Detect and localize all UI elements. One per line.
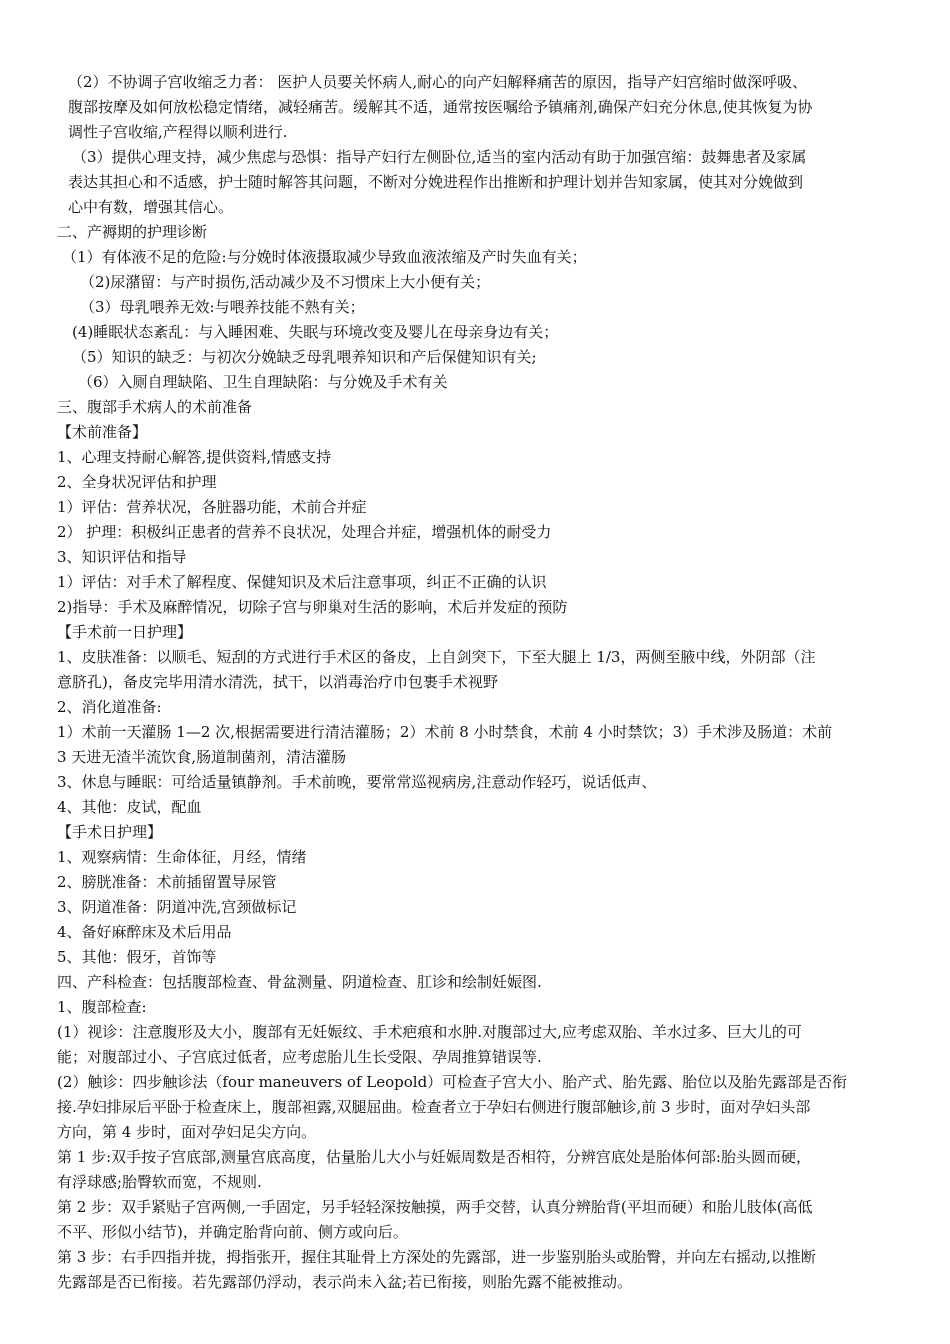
text-line: 4、其他：皮试，配血 bbox=[57, 798, 202, 816]
text-line: 腹部按摩及如何放松稳定情绪，减轻痛苦。缓解其不适，通常按医嘱给予镇痛剂,确保产妇充分休息,使其恢复为协 bbox=[68, 98, 813, 116]
text-line: 第 2 步：双手紧贴子宫两侧,一手固定，另手轻轻深按触摸，两手交替，认真分辨胎背(平坦而硬）和胎儿肢体(高低 bbox=[57, 1198, 813, 1216]
text-line: 能；对腹部过小、子宫底过低者，应考虑胎儿生长受限、孕周推算错误等. bbox=[57, 1048, 542, 1066]
text-line: （5）知识的缺乏：与初次分娩缺乏母乳喂养知识和产后保健知识有关; bbox=[72, 348, 537, 366]
text-line: 调性子宫收缩,产程得以顺利进行. bbox=[68, 123, 288, 141]
text-line: 2、全身状况评估和护理 bbox=[57, 473, 217, 491]
text-line: 不平、形似小结节)，并确定胎背向前、侧方或向后。 bbox=[57, 1223, 408, 1241]
text-line: 1）评估：营养状况，各脏器功能，术前合并症 bbox=[57, 498, 367, 516]
text-line: 2、膀胱准备：术前插留置导尿管 bbox=[57, 873, 277, 891]
text-line: 4、备好麻醉床及术后用品 bbox=[57, 923, 232, 941]
text-line: （2）不协调子宫收缩乏力者： 医护人员要关怀病人,耐心的向产妇解释痛苦的原因，指导产妇宫缩时做深呼吸、 bbox=[68, 73, 808, 91]
text-line: 【手术日护理】 bbox=[57, 823, 163, 841]
text-line: 2） 护理：积极纠正患者的营养不良状况，处理合并症，增强机体的耐受力 bbox=[57, 523, 552, 541]
text-line: 先露部是否已衔接。若先露部仍浮动，表示尚未入盆;若已衔接，则胎先露不能被推动。 bbox=[57, 1273, 633, 1291]
text-line: 第 3 步：右手四指并拢，拇指张开，握住其耻骨上方深处的先露部，进一步鉴别胎头或胎臀，并向左右摇动,以推断 bbox=[57, 1248, 816, 1266]
text-line: （2)尿潴留：与产时损伤,活动减少及不习惯床上大小便有关； bbox=[80, 273, 491, 291]
text-line: 3、休息与睡眠：可给适量镇静剂。手术前晚，要常常巡视病房,注意动作轻巧，说话低声、 bbox=[57, 773, 657, 791]
text-line: (1）视诊：注意腹形及大小，腹部有无妊娠纹、手术疤痕和水肿.对腹部过大,应考虑双胎、羊水过多、巨大儿的可 bbox=[57, 1023, 802, 1041]
text-line: 接.孕妇排尿后平卧于检查床上，腹部袒露,双腿屈曲。检查者立于孕妇右侧进行腹部触诊,前 3 步时，面对孕妇头部 bbox=[57, 1098, 811, 1116]
text-line: 3、阴道准备：阴道冲洗,宫颈做标记 bbox=[57, 898, 297, 916]
text-line: (4)睡眠状态紊乱：与入睡困难、失眠与环境改变及婴儿在母亲身边有关； bbox=[72, 323, 559, 341]
text-line: 1、皮肤准备：以顺毛、短刮的方式进行手术区的备皮，上自剑突下，下至大腿上 1/3，两侧至腋中线，外阴部（注 bbox=[57, 648, 816, 666]
text-line: 1）评估：对手术了解程度、保健知识及术后注意事项，纠正不正确的认识 bbox=[57, 573, 547, 591]
text-line: （3）母乳喂养无效:与喂养技能不熟有关； bbox=[80, 298, 365, 316]
text-line: 2、消化道准备: bbox=[57, 698, 162, 716]
text-line: 【术前准备】 bbox=[57, 423, 148, 441]
text-line: （6）入厕自理缺陷、卫生自理缺陷：与分娩及手术有关 bbox=[78, 373, 448, 391]
text-line: (2）触诊：四步触诊法（four maneuvers of Leopold）可检查子宫大小、胎产式、胎先露、胎位以及胎先露部是否衔 bbox=[57, 1073, 848, 1091]
text-line: 四、产科检查：包括腹部检查、骨盆测量、阴道检查、肛诊和绘制妊娠图. bbox=[57, 973, 542, 991]
text-line: 2)指导：手术及麻醉情况，切除子宫与卵巢对生活的影响，术后并发症的预防 bbox=[57, 598, 568, 616]
text-line: 3 天进无渣半流饮食,肠道制菌剂，清洁灌肠 bbox=[57, 748, 347, 766]
text-line: 方向，第 4 步时，面对孕妇足尖方向。 bbox=[57, 1123, 317, 1141]
text-line: 1、腹部检查: bbox=[57, 998, 147, 1016]
text-line: 二、产褥期的护理诊断 bbox=[57, 223, 208, 241]
text-line: 心中有数，增强其信心。 bbox=[68, 198, 234, 216]
text-line: 意脐孔)，备皮完毕用清水清洗，拭干，以消毒治疗巾包裹手术视野 bbox=[57, 673, 498, 691]
text-line: 5、其他：假牙，首饰等 bbox=[57, 948, 217, 966]
text-line: 表达其担心和不适感，护士随时解答其问题，不断对分娩进程作出推断和护理计划并告知家属，使其对分娩做到 bbox=[68, 173, 804, 191]
text-line: （1）有体液不足的危险:与分娩时体液摄取减少导致血液浓缩及产时失血有关； bbox=[62, 248, 587, 266]
text-line: 3、知识评估和指导 bbox=[57, 548, 187, 566]
text-line: 三、腹部手术病人的术前准备 bbox=[57, 398, 253, 416]
text-line: 1、观察病情：生命体征，月经，情绪 bbox=[57, 848, 307, 866]
text-line: 【手术前一日护理】 bbox=[57, 623, 193, 641]
text-line: 有浮球感;胎臀软而宽，不规则. bbox=[57, 1173, 262, 1191]
text-line: （3）提供心理支持，减少焦虑与恐惧：指导产妇行左侧卧位,适当的室内活动有助于加强宫缩：鼓舞患者及家属 bbox=[72, 148, 807, 166]
text-line: 第 1 步:双手按子宫底部,测量宫底高度，估量胎儿大小与妊娠周数是否相符，分辨宫底处是胎体何部:胎头圆而硬， bbox=[57, 1148, 811, 1166]
text-line: 1）术前一天灌肠 1—2 次,根据需要进行清洁灌肠；2）术前 8 小时禁食，术前 4 小时禁饮；3）手术涉及肠道：术前 bbox=[57, 723, 833, 741]
text-line: 1、心理支持耐心解答,提供资料,情感支持 bbox=[57, 448, 332, 466]
